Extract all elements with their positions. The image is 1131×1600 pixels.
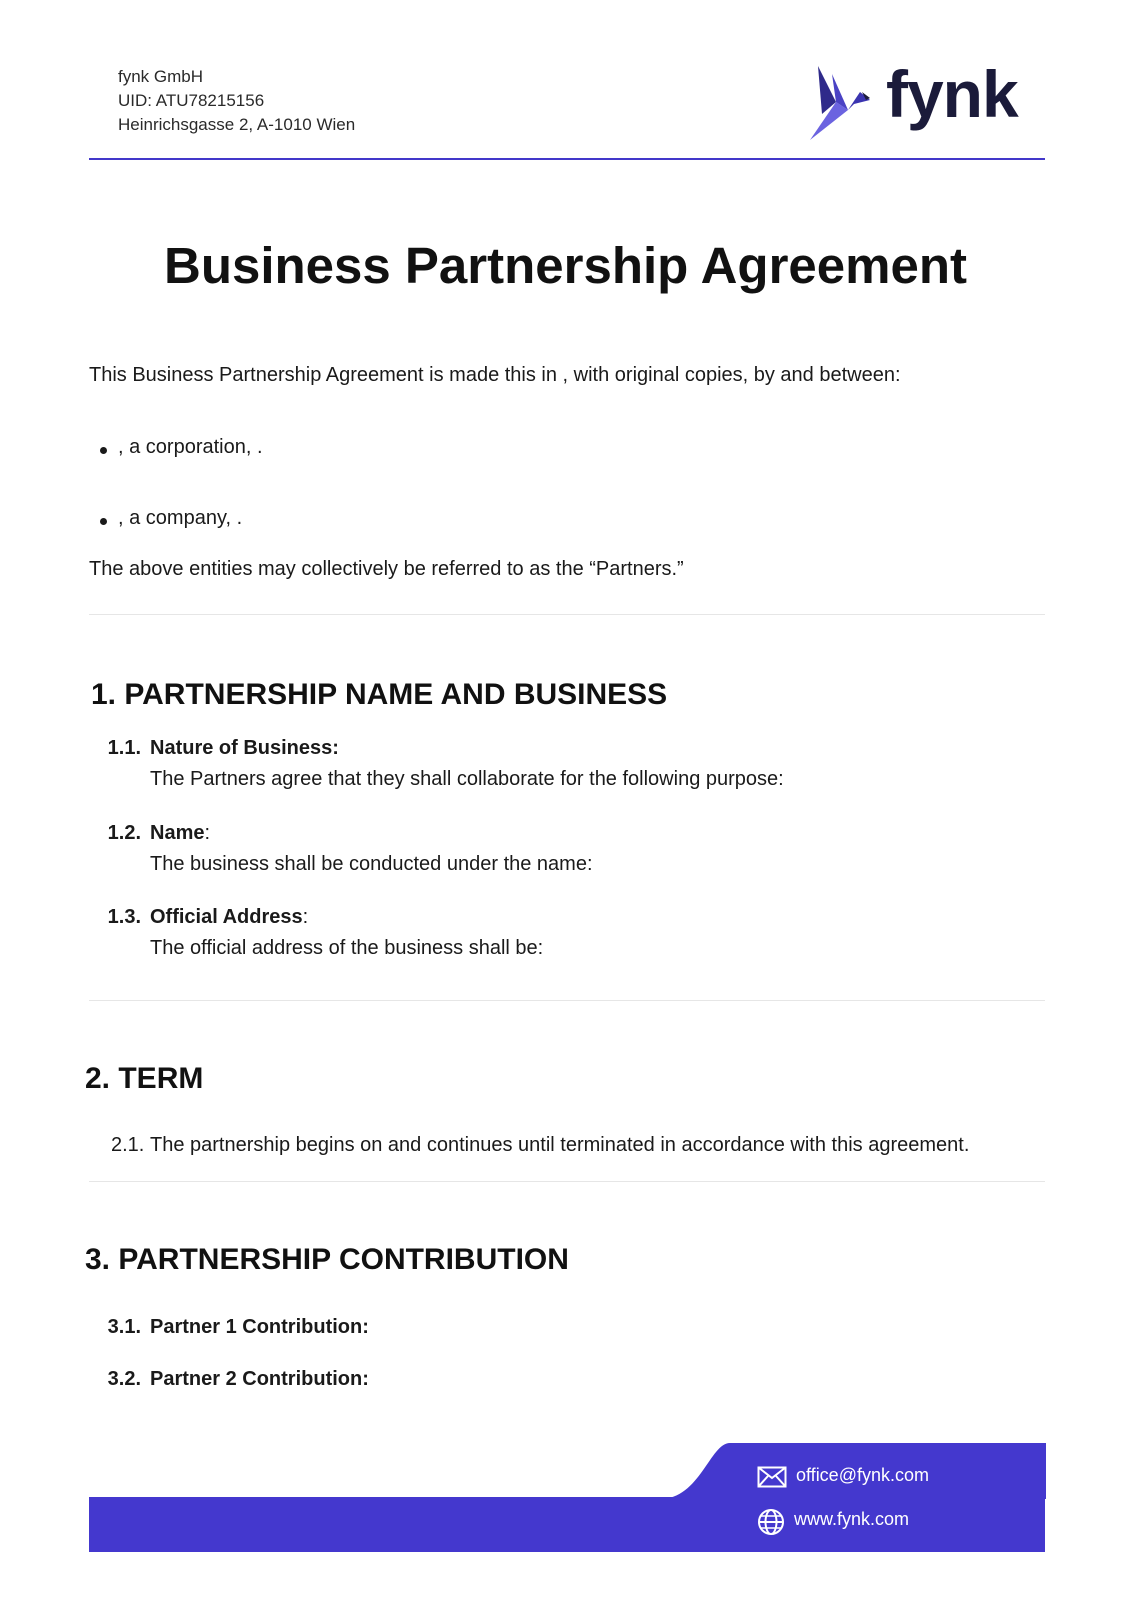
company-info — [118, 65, 355, 137]
item-number: 3.1. — [107, 1316, 141, 1338]
company-address: Heinrichsgasse 2, A-1010 Wien — [118, 115, 356, 134]
globe-icon — [757, 1508, 785, 1536]
party-2: , a company, . — [118, 507, 243, 529]
item-number: 3.2. — [107, 1368, 141, 1390]
section-heading: 2. TERM — [85, 1062, 204, 1095]
fynk-logo — [808, 57, 1018, 142]
bullet-dot — [100, 518, 107, 525]
item-text: The Partners agree that they shall collaborate for the following purpose: — [150, 768, 784, 790]
footer-email[interactable]: office@fynk.com — [796, 1465, 929, 1485]
footer-website[interactable]: www.fynk.com — [794, 1509, 910, 1529]
header-divider — [89, 158, 1045, 160]
partners-note: The above entities may collectively be referred to as the “Partners.” — [89, 558, 684, 580]
party-1: , a corporation, . — [118, 436, 263, 458]
item-text: The official address of the business shall be: — [150, 937, 544, 959]
bullet-dot — [100, 447, 107, 454]
item-text: The partnership begins on and continues until terminated in accordance with this agreement. — [150, 1134, 970, 1156]
item-number: 1.1. — [107, 737, 141, 759]
section-heading: 3. PARTNERSHIP CONTRIBUTION — [85, 1243, 569, 1276]
envelope-icon — [757, 1466, 787, 1488]
company-name: fynk GmbH — [118, 67, 204, 86]
bird-logo-icon — [808, 62, 888, 142]
item-label: Official Address: — [150, 906, 309, 928]
company-uid: UID: ATU78215156 — [118, 91, 265, 110]
item-number: 1.2. — [107, 822, 141, 844]
item-number: 1.3. — [107, 906, 141, 928]
section-divider — [89, 1181, 1045, 1182]
logo-wordmark: fynk — [886, 57, 1018, 131]
item-label: Nature of Business: — [150, 737, 339, 759]
item-label: Name: — [150, 822, 211, 844]
section-heading: 1. PARTNERSHIP NAME AND BUSINESS — [91, 678, 668, 711]
section-divider — [89, 614, 1045, 615]
item-label: Partner 2 Contribution: — [150, 1368, 369, 1390]
item-text: The business shall be conducted under the name: — [150, 853, 593, 875]
item-number: 2.1. — [111, 1134, 145, 1156]
document-title: Business Partnership Agreement — [163, 237, 968, 294]
intro-paragraph: This Business Partnership Agreement is made this in , with original copies, by and between: — [89, 364, 901, 386]
section-divider — [89, 1000, 1045, 1001]
item-label: Partner 1 Contribution: — [150, 1316, 369, 1338]
